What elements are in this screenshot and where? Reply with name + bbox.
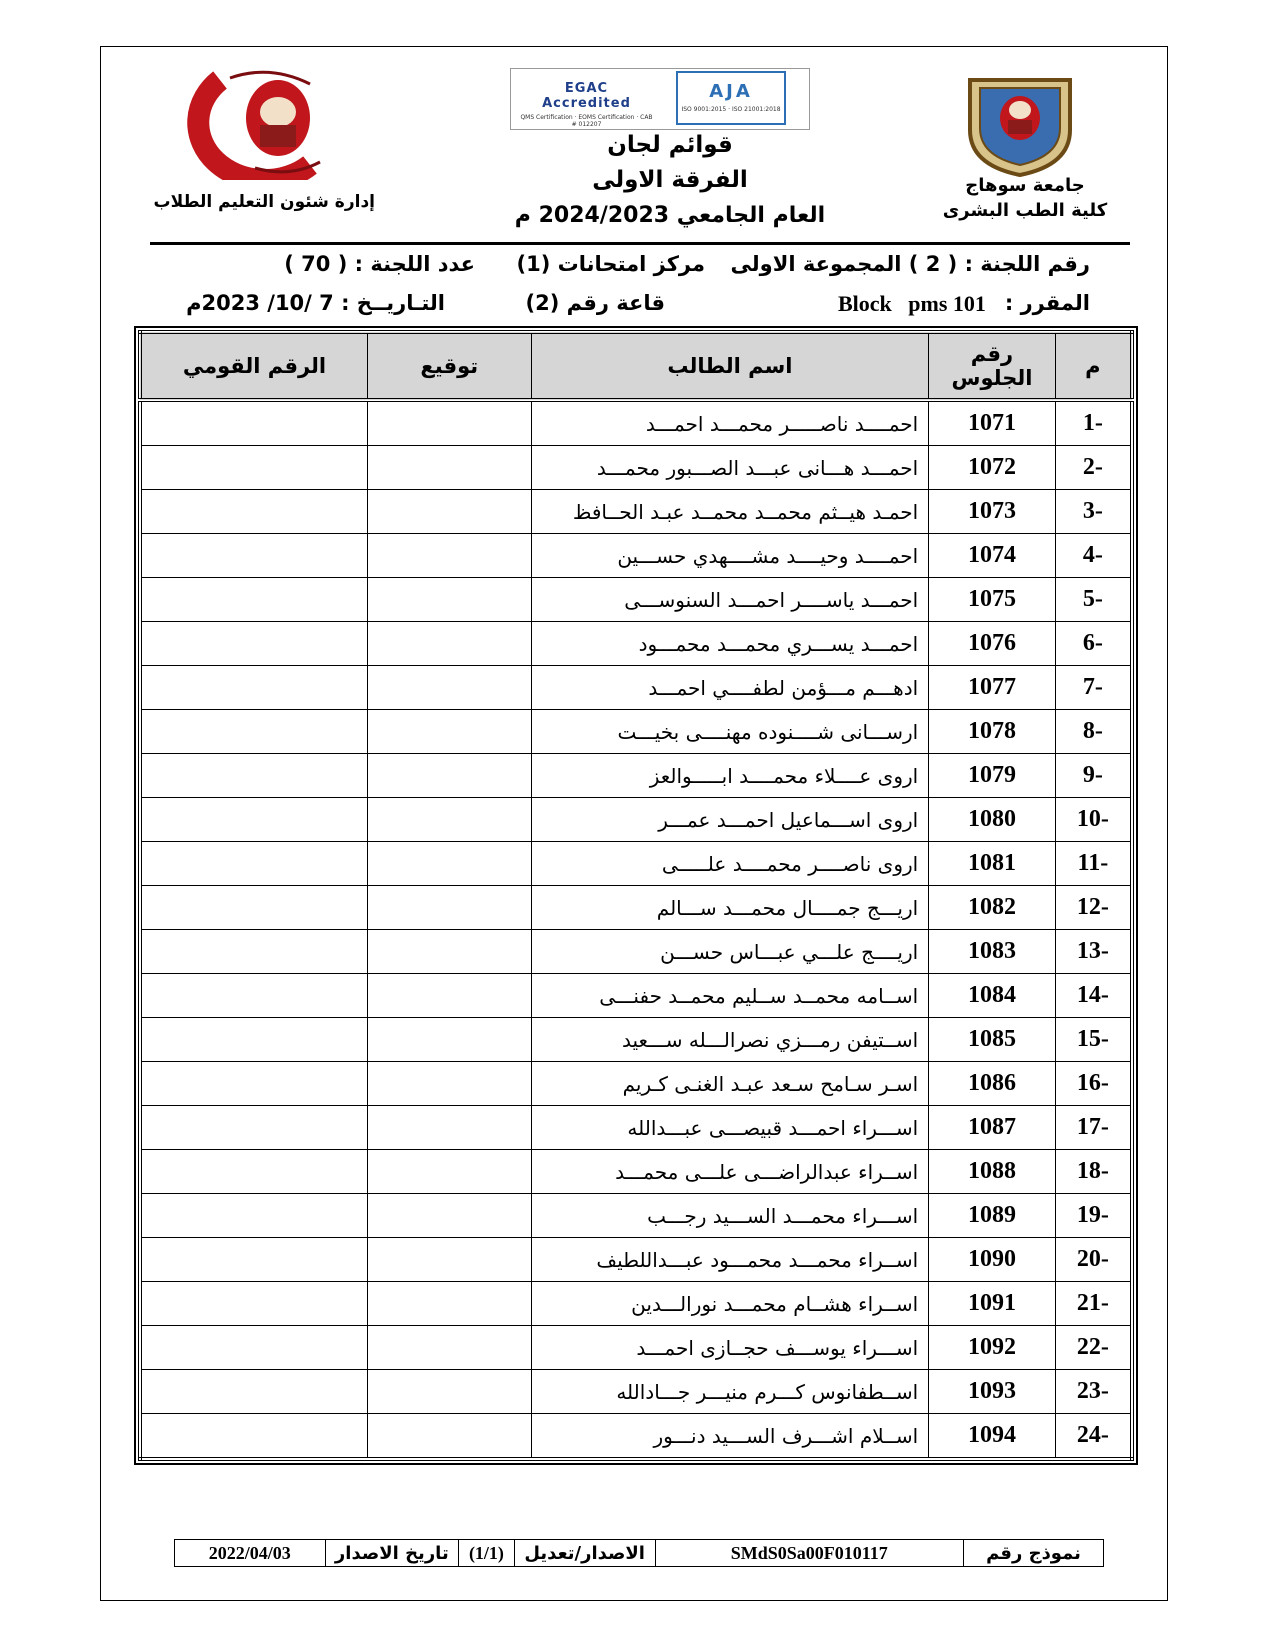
- row-index: 11-: [1055, 842, 1132, 886]
- seat-number: 1075: [929, 578, 1056, 622]
- national-id-cell: [140, 490, 367, 534]
- row-index: 20-: [1055, 1238, 1132, 1282]
- national-id-cell: [140, 1150, 367, 1194]
- col-header-national-id: الرقم القومي: [140, 332, 367, 400]
- row-index: 21-: [1055, 1282, 1132, 1326]
- table-row: [140, 1106, 1132, 1150]
- table-row: [140, 930, 1132, 974]
- university-emblem: [960, 70, 1080, 180]
- signature-cell: [367, 446, 531, 490]
- seat-number: 1079: [929, 754, 1056, 798]
- hall-number: قاعة رقم (2): [525, 291, 665, 315]
- signature-cell: [367, 1194, 531, 1238]
- signature-cell: [367, 400, 531, 446]
- student-name: اسـر سـامح سـعد عبـد الغنـى كـريم: [531, 1062, 929, 1106]
- row-index: 6-: [1055, 622, 1132, 666]
- row-index: 4-: [1055, 534, 1132, 578]
- table-row: [140, 1414, 1132, 1460]
- col-header-index: م: [1055, 332, 1132, 400]
- seat-number: 1072: [929, 446, 1056, 490]
- row-index: 23-: [1055, 1370, 1132, 1414]
- seat-number: 1084: [929, 974, 1056, 1018]
- row-index: 22-: [1055, 1326, 1132, 1370]
- row-index: 5-: [1055, 578, 1132, 622]
- national-id-cell: [140, 1106, 367, 1150]
- national-id-cell: [140, 1370, 367, 1414]
- row-index: 15-: [1055, 1018, 1132, 1062]
- national-id-cell: [140, 1326, 367, 1370]
- seat-number: 1094: [929, 1414, 1056, 1460]
- national-id-cell: [140, 842, 367, 886]
- student-name: اســراء عبدالراضـــى علـــى محمـــد: [531, 1150, 929, 1194]
- student-name: اســـراء احمـــد قبيصـــى عبـــدالله: [531, 1106, 929, 1150]
- national-id-cell: [140, 1018, 367, 1062]
- student-name: احمــــد ناصـــــر محمـــد احمـــد: [531, 400, 929, 446]
- form-number-code: SMdS0Sa00F010117: [655, 1540, 963, 1567]
- signature-cell: [367, 1150, 531, 1194]
- row-index: 18-: [1055, 1150, 1132, 1194]
- signature-cell: [367, 886, 531, 930]
- table-row: [140, 1150, 1132, 1194]
- aja-badge: [676, 71, 786, 125]
- student-name: اســـراء يوســـف حجــازى احمـــد: [531, 1326, 929, 1370]
- signature-cell: [367, 1106, 531, 1150]
- committee-number: رقم اللجنة : ( 2 ) المجموعة الاولى: [730, 252, 1090, 276]
- table-row: [140, 886, 1132, 930]
- table-row: [140, 1282, 1132, 1326]
- row-index: 7-: [1055, 666, 1132, 710]
- student-name: اروى ناصــــر محمــــد علـــــى: [531, 842, 929, 886]
- student-name: احمـد هيــثم محمــد محمــد عبـد الحــافظ: [531, 490, 929, 534]
- course-value: Block pms 101: [838, 291, 986, 316]
- signature-cell: [367, 666, 531, 710]
- seat-number: 1090: [929, 1238, 1056, 1282]
- seat-number: 1082: [929, 886, 1056, 930]
- student-name: اســراء هشــام محمـــد نورالـــدين: [531, 1282, 929, 1326]
- signature-cell: [367, 1326, 531, 1370]
- signature-cell: [367, 1370, 531, 1414]
- row-index: 1-: [1055, 400, 1132, 446]
- table-header-row: [140, 332, 1132, 400]
- row-index: 8-: [1055, 710, 1132, 754]
- student-name: اســامه محمــد ســليم محمــد حفنـــى: [531, 974, 929, 1018]
- national-id-cell: [140, 622, 367, 666]
- national-id-cell: [140, 534, 367, 578]
- student-name: اريــــج علـــي عبـــاس حســـن: [531, 930, 929, 974]
- seat-number: 1078: [929, 710, 1056, 754]
- signature-cell: [367, 490, 531, 534]
- seat-number: 1083: [929, 930, 1056, 974]
- student-name: اســراء محمـــد محمـــود عبـــداللطيف: [531, 1238, 929, 1282]
- table-row: [140, 1326, 1132, 1370]
- signature-cell: [367, 1018, 531, 1062]
- table-row: [140, 1238, 1132, 1282]
- signature-cell: [367, 1062, 531, 1106]
- row-index: 9-: [1055, 754, 1132, 798]
- seat-number: 1087: [929, 1106, 1056, 1150]
- table-row: [140, 400, 1132, 446]
- col-header-name: اسم الطالب: [531, 332, 929, 400]
- student-name: احمـــد يســـري محمـــد محمـــود: [531, 622, 929, 666]
- table-row: [140, 842, 1132, 886]
- faculty-logo: [160, 70, 360, 180]
- student-name: اســطفانوس كـــرم منيـــر جـــادالله: [531, 1370, 929, 1414]
- table-row: [140, 754, 1132, 798]
- col-header-seat: رقم الجلوس: [929, 332, 1056, 400]
- student-name: اســـراء محمـــد الســـيد رجـــب: [531, 1194, 929, 1238]
- table-row: [140, 710, 1132, 754]
- table-row: [140, 578, 1132, 622]
- seat-number: 1080: [929, 798, 1056, 842]
- seat-number: 1091: [929, 1282, 1056, 1326]
- table-row: [140, 490, 1132, 534]
- egac-badge-title: EGAC Accredited: [542, 81, 631, 111]
- aja-badge-sub: ISO 9001:2015 · ISO 21001:2018: [681, 106, 781, 113]
- national-id-cell: [140, 400, 367, 446]
- row-index: 16-: [1055, 1062, 1132, 1106]
- student-name: ادهـــم مـــؤمن لطفــــي احمـــد: [531, 666, 929, 710]
- signature-cell: [367, 754, 531, 798]
- page-title-line2: الفرقة الاولى: [592, 167, 748, 193]
- signature-cell: [367, 534, 531, 578]
- signature-cell: [367, 930, 531, 974]
- row-index: 3-: [1055, 490, 1132, 534]
- exam-date: التـاريــخ : 7 /10/ 2023م: [186, 291, 445, 315]
- national-id-cell: [140, 578, 367, 622]
- footer-row: [175, 1540, 1104, 1567]
- national-id-cell: [140, 886, 367, 930]
- student-name: ارســـانى شــــنوده مهنــــى بخيـــت: [531, 710, 929, 754]
- table-row: [140, 666, 1132, 710]
- national-id-cell: [140, 1282, 367, 1326]
- national-id-cell: [140, 1238, 367, 1282]
- row-index: 13-: [1055, 930, 1132, 974]
- table-row: [140, 534, 1132, 578]
- student-name: اروى عــــلاء محمــــد ابـــــوالعز: [531, 754, 929, 798]
- national-id-cell: [140, 798, 367, 842]
- signature-cell: [367, 974, 531, 1018]
- student-name: اســتيفن رمـــزي نصرالـــله ســـعيد: [531, 1018, 929, 1062]
- student-name: احمـــد هـــانى عبـــد الصـــبور محمـــد: [531, 446, 929, 490]
- roster-body: [140, 400, 1132, 1459]
- accreditation-badges: [510, 68, 810, 130]
- exam-center: مركز امتحانات (1): [516, 252, 705, 276]
- seat-number: 1076: [929, 622, 1056, 666]
- student-name: احمـــد ياســــر احمـــد السنوســـى: [531, 578, 929, 622]
- national-id-cell: [140, 1062, 367, 1106]
- national-id-cell: [140, 974, 367, 1018]
- national-id-cell: [140, 710, 367, 754]
- aja-badge-title: AJA: [709, 81, 753, 102]
- national-id-cell: [140, 930, 367, 974]
- student-name: اروى اســـماعيل احمـــد عمـــر: [531, 798, 929, 842]
- seat-number: 1081: [929, 842, 1056, 886]
- page-title-line1: قوائم لجان: [607, 132, 733, 158]
- row-index: 2-: [1055, 446, 1132, 490]
- signature-cell: [367, 842, 531, 886]
- seat-number: 1092: [929, 1326, 1056, 1370]
- signature-cell: [367, 1282, 531, 1326]
- faculty-name: كلية الطب البشرى: [942, 200, 1108, 221]
- version-value: (1/1): [459, 1540, 515, 1567]
- seat-number: 1093: [929, 1370, 1056, 1414]
- seat-number: 1077: [929, 666, 1056, 710]
- table-row: [140, 1370, 1132, 1414]
- department-label: إدارة شئون التعليم الطلاب: [153, 192, 375, 212]
- row-index: 17-: [1055, 1106, 1132, 1150]
- table-row: [140, 798, 1132, 842]
- header-divider: [150, 242, 1130, 245]
- issue-date-value: 2022/04/03: [175, 1540, 326, 1567]
- version-label: الاصدار/تعديل: [514, 1540, 655, 1567]
- egac-badge-sub: QMS Certification · EOMS Certification · CAB # 012207: [520, 114, 653, 128]
- row-index: 24-: [1055, 1414, 1132, 1460]
- row-index: 10-: [1055, 798, 1132, 842]
- national-id-cell: [140, 754, 367, 798]
- seat-number: 1073: [929, 490, 1056, 534]
- row-index: 14-: [1055, 974, 1132, 1018]
- table-row: [140, 1194, 1132, 1238]
- table-row: [140, 1062, 1132, 1106]
- col-header-signature: توقيع: [367, 332, 531, 400]
- signature-cell: [367, 1414, 531, 1460]
- form-footer: [174, 1539, 1104, 1567]
- student-name: اريـــج جمــــال محمـــد ســـالم: [531, 886, 929, 930]
- row-index: 12-: [1055, 886, 1132, 930]
- issue-date-label: تاريخ الاصدار: [325, 1540, 458, 1567]
- committee-count: عدد اللجنة : ( 70 ): [284, 252, 475, 276]
- roster-table: [138, 330, 1134, 1461]
- row-index: 19-: [1055, 1194, 1132, 1238]
- signature-cell: [367, 710, 531, 754]
- seat-number: 1071: [929, 400, 1056, 446]
- seat-number: 1085: [929, 1018, 1056, 1062]
- seat-number: 1088: [929, 1150, 1056, 1194]
- table-row: [140, 622, 1132, 666]
- national-id-cell: [140, 666, 367, 710]
- seat-number: 1089: [929, 1194, 1056, 1238]
- signature-cell: [367, 578, 531, 622]
- table-row: [140, 446, 1132, 490]
- page-title-line3: العام الجامعي 2024/2023 م: [514, 203, 826, 228]
- national-id-cell: [140, 1414, 367, 1460]
- university-name: جامعة سوهاج: [965, 175, 1085, 196]
- seat-number: 1086: [929, 1062, 1056, 1106]
- national-id-cell: [140, 446, 367, 490]
- signature-cell: [367, 622, 531, 666]
- form-number-label: نموذج رقم: [963, 1540, 1103, 1567]
- signature-cell: [367, 798, 531, 842]
- table-row: [140, 974, 1132, 1018]
- national-id-cell: [140, 1194, 367, 1238]
- student-name: اســلام اشـــرف الســـيد دنـــور: [531, 1414, 929, 1460]
- course-label: المقرر :: [1004, 291, 1090, 315]
- signature-cell: [367, 1238, 531, 1282]
- seat-number: 1074: [929, 534, 1056, 578]
- egac-badge: [519, 71, 654, 128]
- table-row: [140, 1018, 1132, 1062]
- student-name: احمــــد وحيــــد مشــــهدي حســـين: [531, 534, 929, 578]
